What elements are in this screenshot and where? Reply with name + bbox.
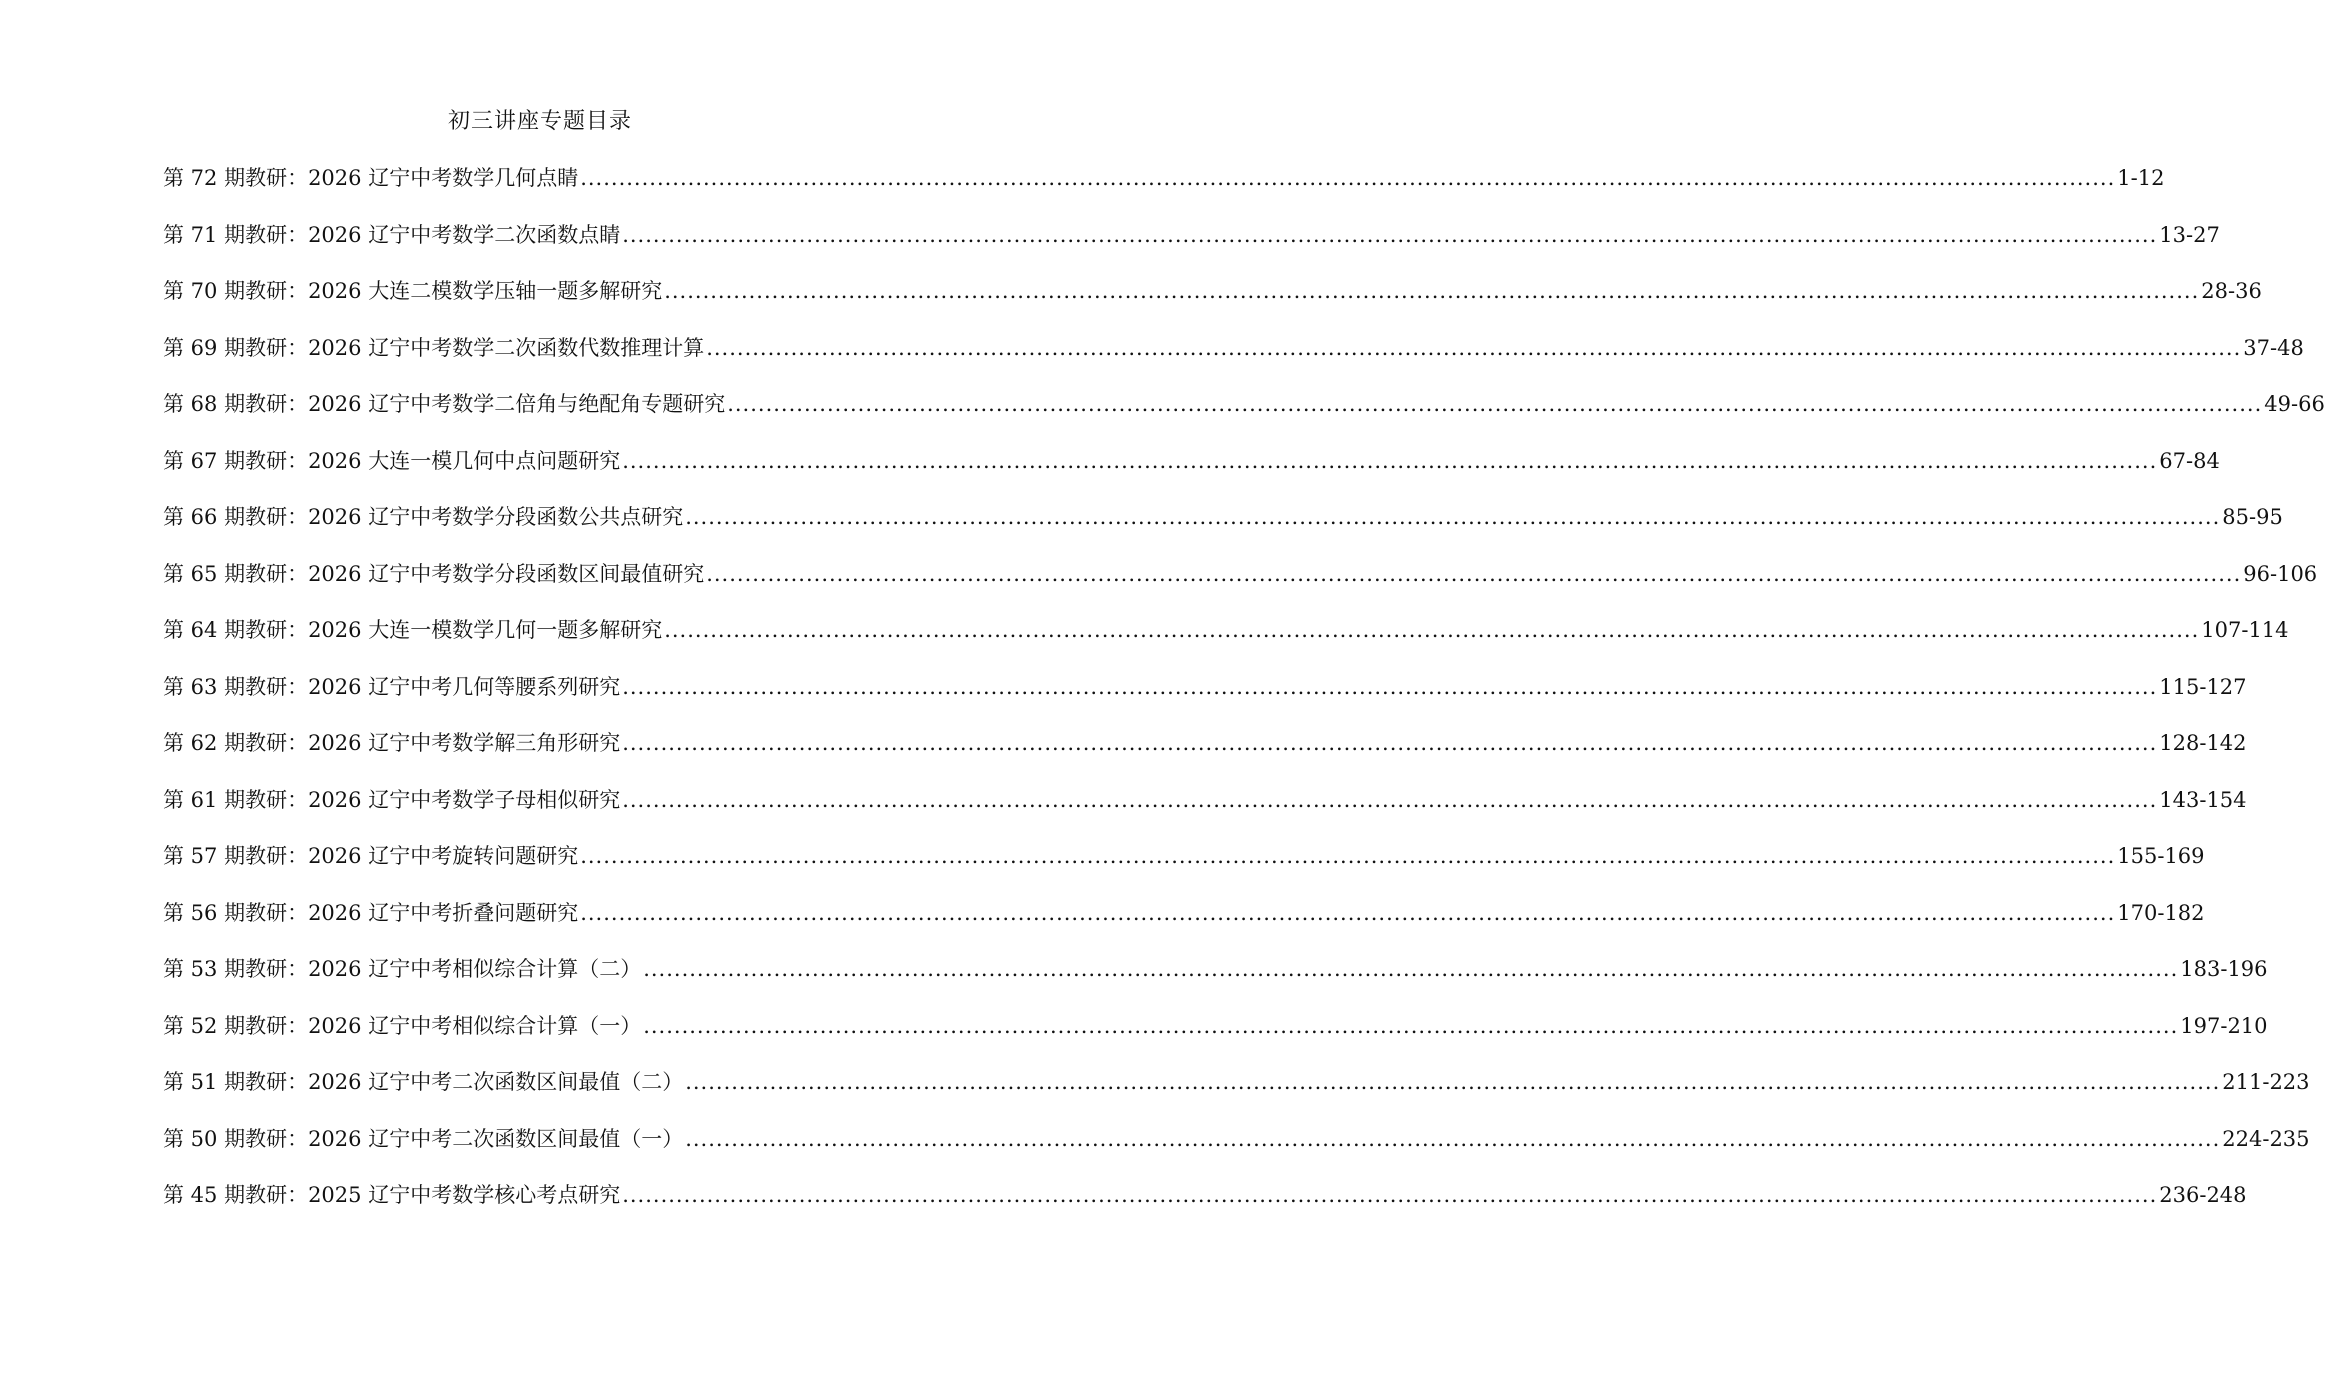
toc-entry (163, 273, 2262, 330)
toc-leader-dots: ........................................................................................................................................................................................................ (643, 1013, 2179, 1038)
toc-entry (163, 386, 2325, 443)
toc-entry-pages: 96-106 (2243, 561, 2318, 586)
toc-leader-dots: ........................................................................................................................................................................................................ (622, 787, 2158, 812)
toc-entry-title: 第 45 期教研：2025 辽宁中考数学核心考点研究 (163, 1183, 621, 1207)
toc-entry-pages: 183-196 (2180, 957, 2268, 981)
toc-entry (163, 499, 2283, 556)
toc-entry-title: 第 64 期教研：2026 大连一模数学几何一题多解研究 (163, 618, 663, 642)
toc-entry-pages: 1-12 (2117, 166, 2165, 190)
toc-entry-pages: 13-27 (2159, 222, 2220, 247)
toc-entry-title: 第 70 期教研：2026 大连二模数学压轴一题多解研究 (163, 279, 663, 303)
toc-entry-pages: 143-154 (2159, 787, 2247, 812)
toc-entry (163, 160, 2165, 217)
toc-entry (163, 612, 2289, 669)
toc-entry (163, 1177, 2247, 1234)
toc-leader-dots: ........................................................................................................................................................................................................ (664, 279, 2200, 303)
toc-entry-title: 第 61 期教研：2026 辽宁中考数学子母相似研究 (163, 787, 621, 812)
toc-entry-title: 第 68 期教研：2026 辽宁中考数学二倍角与绝配角专题研究 (163, 392, 726, 416)
toc-entry-title: 第 62 期教研：2026 辽宁中考数学解三角形研究 (163, 731, 621, 755)
toc-entry-title: 第 51 期教研：2026 辽宁中考二次函数区间最值（二） (163, 1070, 684, 1094)
toc-entry (163, 330, 2304, 387)
toc-entry-title: 第 57 期教研：2026 辽宁中考旋转问题研究 (163, 844, 579, 868)
toc-entry (163, 782, 2247, 839)
toc-leader-dots: ........................................................................................................................................................................................................ (622, 731, 2158, 755)
toc-entry-pages: 115-127 (2159, 674, 2247, 699)
toc-entry (163, 895, 2205, 952)
toc-entry-title: 第 53 期教研：2026 辽宁中考相似综合计算（二） (163, 957, 642, 981)
toc-entry-pages: 128-142 (2159, 731, 2247, 755)
toc-entry-title: 第 50 期教研：2026 辽宁中考二次函数区间最值（一） (163, 1126, 684, 1151)
toc-entry-pages: 155-169 (2117, 844, 2205, 868)
toc-entry-title: 第 63 期教研：2026 辽宁中考几何等腰系列研究 (163, 674, 621, 699)
toc-entry-pages: 197-210 (2180, 1013, 2268, 1038)
toc-entry-title: 第 69 期教研：2026 辽宁中考数学二次函数代数推理计算 (163, 335, 705, 360)
toc-entry (163, 217, 2220, 274)
toc-entry-title: 第 56 期教研：2026 辽宁中考折叠问题研究 (163, 900, 579, 925)
toc-entry-pages: 49-66 (2264, 392, 2325, 416)
toc-leader-dots: ........................................................................................................................................................................................................ (685, 1070, 2221, 1094)
toc-leader-dots: ........................................................................................................................................................................................................ (622, 222, 2158, 247)
toc-leader-dots: ........................................................................................................................................................................................................ (622, 448, 2158, 473)
toc-leader-dots: ........................................................................................................................................................................................................ (685, 1126, 2221, 1151)
toc-leader-dots: ........................................................................................................................................................................................................ (580, 844, 2116, 868)
toc-entry (163, 1121, 2310, 1178)
toc-entry-pages: 67-84 (2159, 448, 2220, 473)
toc-entry (163, 556, 2318, 613)
toc-leader-dots: ........................................................................................................................................................................................................ (643, 957, 2179, 981)
toc-leader-dots: ........................................................................................................................................................................................................ (685, 505, 2221, 529)
toc-entry (163, 725, 2247, 782)
toc-entry (163, 838, 2205, 895)
toc-leader-dots: ........................................................................................................................................................................................................ (622, 674, 2158, 699)
page-title: 初三讲座专题目录 (447, 109, 632, 134)
toc-entry-title: 第 72 期教研：2026 辽宁中考数学几何点睛 (163, 166, 579, 190)
toc-leader-dots: ........................................................................................................................................................................................................ (580, 900, 2116, 925)
toc-entry (163, 669, 2247, 726)
toc-entry-title: 第 71 期教研：2026 辽宁中考数学二次函数点睛 (163, 222, 621, 247)
toc-entry-pages: 37-48 (2243, 335, 2304, 360)
toc-list (163, 160, 2325, 1234)
toc-leader-dots: ........................................................................................................................................................................................................ (727, 392, 2263, 416)
toc-entry-title: 第 52 期教研：2026 辽宁中考相似综合计算（一） (163, 1013, 642, 1038)
toc-entry-title: 第 67 期教研：2026 大连一模几何中点问题研究 (163, 448, 621, 473)
toc-leader-dots: ........................................................................................................................................................................................................ (664, 618, 2200, 642)
toc-entry-pages: 224-235 (2222, 1126, 2310, 1151)
toc-leader-dots: ........................................................................................................................................................................................................ (580, 166, 2116, 190)
toc-entry (163, 1064, 2310, 1121)
toc-entry-pages: 28-36 (2201, 279, 2262, 303)
toc-entry-pages: 236-248 (2159, 1183, 2247, 1207)
toc-entry-pages: 211-223 (2222, 1070, 2310, 1094)
toc-entry (163, 1008, 2268, 1065)
toc-entry-pages: 85-95 (2222, 505, 2283, 529)
toc-entry-title: 第 65 期教研：2026 辽宁中考数学分段函数区间最值研究 (163, 561, 705, 586)
toc-leader-dots: ........................................................................................................................................................................................................ (706, 561, 2242, 586)
toc-entry (163, 443, 2220, 500)
toc-entry-title: 第 66 期教研：2026 辽宁中考数学分段函数公共点研究 (163, 505, 684, 529)
toc-entry (163, 951, 2268, 1008)
toc-entry-pages: 107-114 (2201, 618, 2289, 642)
toc-entry-pages: 170-182 (2117, 900, 2205, 925)
toc-leader-dots: ........................................................................................................................................................................................................ (622, 1183, 2158, 1207)
toc-leader-dots: ........................................................................................................................................................................................................ (706, 335, 2242, 360)
